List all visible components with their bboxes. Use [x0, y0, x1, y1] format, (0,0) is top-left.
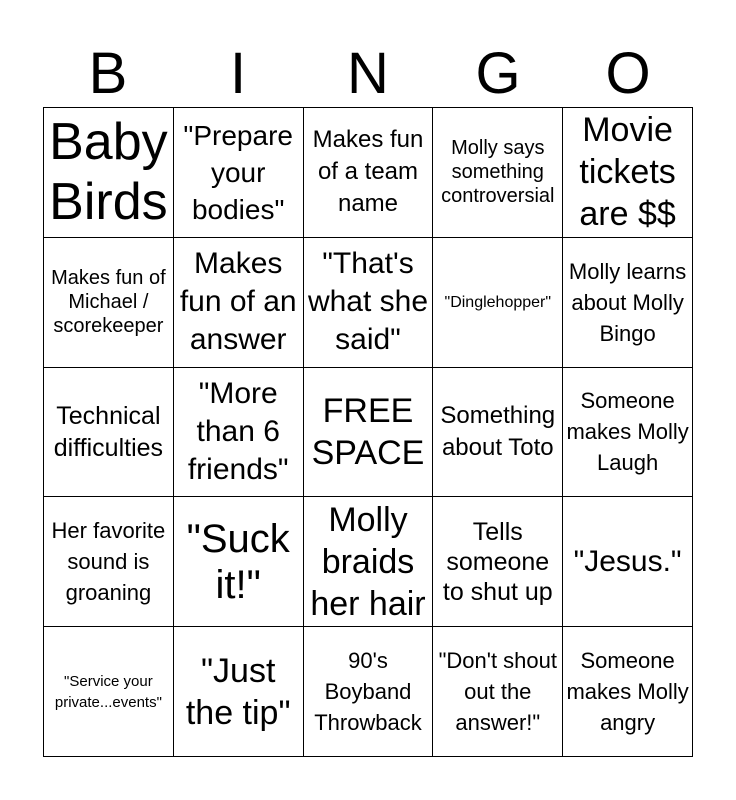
cell-text: Someone makes Molly Laugh: [566, 388, 689, 476]
bingo-card: [43, 107, 693, 757]
cell-text: 90's Boyband Throwback: [314, 648, 422, 736]
cell-text: Makes fun of an answer: [179, 247, 297, 357]
cell-text: "Service your private...events": [54, 672, 162, 711]
bingo-cell[interactable]: [174, 497, 304, 627]
cell-text: Makes fun of a team name: [312, 126, 424, 218]
cell-text: Baby Birds: [49, 113, 168, 232]
bingo-cell[interactable]: [433, 497, 563, 627]
cell-text: Technical difficulties: [53, 401, 164, 462]
cell-text: Her favorite sound is groaning: [51, 518, 166, 606]
cell-text: "That's what she said": [307, 247, 429, 357]
cell-text: Someone makes Molly angry: [566, 648, 689, 736]
bingo-cell[interactable]: [433, 368, 563, 498]
cell-text: "Prepare your bodies": [183, 119, 293, 225]
cell-text: "Dinglehopper": [444, 293, 552, 311]
bingo-cell[interactable]: [563, 497, 693, 627]
free-space[interactable]: [304, 368, 434, 498]
cell-text: "More than 6 friends": [187, 376, 289, 486]
cell-text: Molly learns about Molly Bingo: [568, 258, 687, 346]
header-letter-b: B: [88, 41, 128, 106]
bingo-cell[interactable]: [44, 238, 174, 368]
cell-text: "Just the tip": [185, 651, 291, 732]
header-letter-o: O: [605, 41, 651, 106]
cell-text: "Don't shout out the answer!": [438, 648, 557, 736]
cell-text: Molly says something controversial: [441, 137, 555, 208]
bingo-cell[interactable]: [304, 238, 434, 368]
cell-text: Molly braids her hair: [310, 500, 426, 623]
bingo-cell[interactable]: [44, 497, 174, 627]
cell-text: FREE SPACE: [311, 391, 425, 472]
bingo-cell[interactable]: [44, 627, 174, 757]
cell-text: Tells someone to shut up: [442, 517, 553, 606]
bingo-cell[interactable]: [433, 627, 563, 757]
cell-text: "Suck it!": [186, 516, 290, 607]
bingo-cell[interactable]: [563, 238, 693, 368]
cell-text: Something about Toto: [440, 401, 556, 461]
bingo-cell[interactable]: [433, 108, 563, 238]
cell-text: Movie tickets are $$: [579, 111, 676, 234]
bingo-cell[interactable]: [433, 238, 563, 368]
bingo-cell[interactable]: [174, 368, 304, 498]
bingo-header: [43, 40, 693, 108]
cell-text: "Jesus.": [573, 544, 682, 578]
header-letter-i: I: [229, 41, 247, 106]
bingo-cell[interactable]: [304, 627, 434, 757]
bingo-cell[interactable]: [563, 627, 693, 757]
bingo-cell[interactable]: [174, 108, 304, 238]
bingo-cell[interactable]: [174, 627, 304, 757]
bingo-cell[interactable]: [44, 368, 174, 498]
bingo-cell[interactable]: [44, 108, 174, 238]
cell-text: Makes fun of Michael / scorekeeper: [51, 267, 166, 338]
bingo-cell[interactable]: [304, 108, 434, 238]
bingo-cell[interactable]: [563, 108, 693, 238]
bingo-cell[interactable]: [563, 368, 693, 498]
bingo-cell[interactable]: [174, 238, 304, 368]
bingo-cell[interactable]: [304, 497, 434, 627]
header-letter-g: G: [475, 41, 521, 106]
header-letter-n: N: [347, 41, 389, 106]
